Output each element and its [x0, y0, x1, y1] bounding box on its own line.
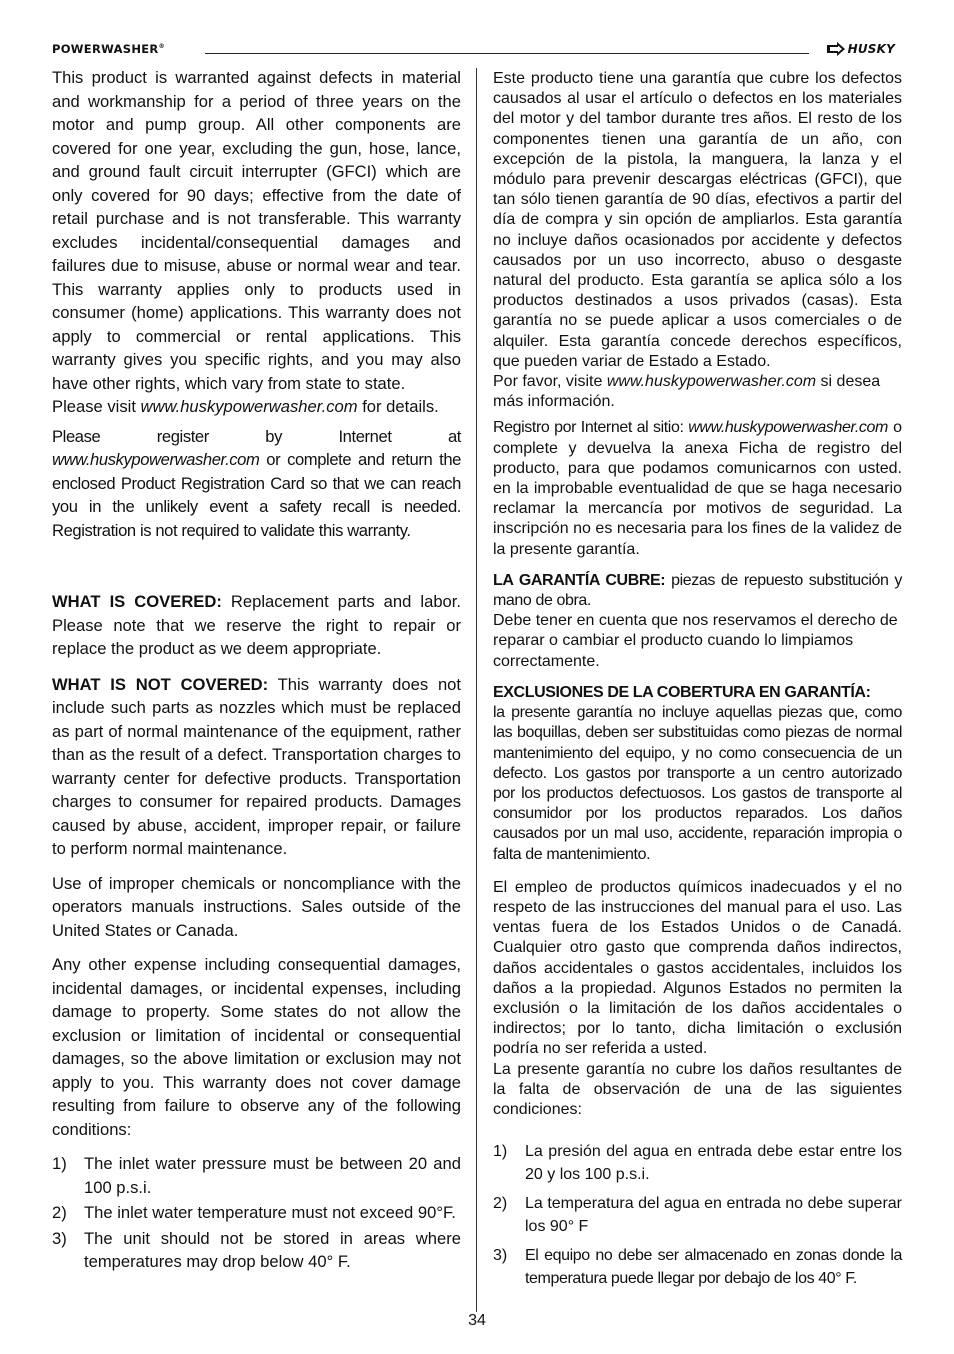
list-item: 2) La temperatura del agua en entrada no debe superar los 90° F: [493, 1195, 902, 1236]
visit-line: Please visit www.huskypowerwasher.com for details.: [52, 397, 439, 416]
husky-logo: HUSKY: [826, 40, 895, 58]
conditions-list: [52, 1152, 461, 1274]
page-number: 34: [468, 1312, 486, 1329]
conditions-list-es: [493, 1140, 902, 1290]
spanish-column: [493, 69, 902, 1290]
column-divider: [476, 68, 477, 1312]
other-expense-paragraph: Any other expense including consequential damages, incidental damages, or incidental expenses, including damage to property. Some states do not allow the exclusion or limitation of incidental or consequential damages, so the above limitation or exclusion may not apply to you. This warranty does not cover damage resulting from failure to observe any of the following conditions:: [52, 955, 461, 1139]
what-is-covered-es: LA GARANTÍA CUBRE: piezas de repuesto substitución y mano de obra.: [493, 571, 902, 610]
register-link-es[interactable]: www.huskypowerwasher.com: [688, 419, 888, 437]
register-paragraph: Please register by Internet at www.huskypowerwasher.com or complete and return the enclosed Product Registration Card so that we can reach you in the unlikely event a safety recall is needed. Registration is not required to validate this warranty.: [52, 426, 461, 540]
register-link[interactable]: www.huskypowerwasher.com: [52, 450, 260, 469]
website-link-es[interactable]: www.huskypowerwasher.com: [606, 373, 817, 391]
what-is-not-covered-es: EXCLUSIONES DE LA COBERTURA EN GARANTÍA: la presente garantía no incluye aquellas piezas que, como las boquillas, deben ser substituidas como piezas de normal mantenimiento del equipo, y no como consecuencia de un defecto. Los gastos por transporte a un centro autorizado por los productos defectuosos. Los gastos de transporte al consumidor por los productos reparados. Los daños causados por un mal uso, accidente, reparación impropia o falta de mantenimiento.: [493, 683, 902, 863]
visit-line-es: Por favor, visite www.huskypowerwasher.com si desea más información.: [493, 373, 881, 411]
not-covered-heading: WHAT IS NOT COVERED:: [52, 674, 269, 694]
header-rule: [205, 53, 809, 54]
not-covered-heading-es: EXCLUSIONES DE LA COBERTURA EN GARANTÍA:: [493, 683, 871, 701]
what-is-not-covered: WHAT IS NOT COVERED: This warranty does not include such parts as nozzles which must be replaced as part of normal maintenance of the equipment, rather than as the result of a defect. Transportation charges to warranty center for defective products. Transportation charges to consumer for repaired products. Damages caused by abuse, accident, improper repair, or failure to perform normal maintenance.: [52, 674, 462, 858]
list-item: 3) The unit should not be stored in areas where temperatures may drop below 40° F.: [52, 1228, 461, 1271]
list-item: 1) La presión del agua en entrada debe estar entre los 20 y los 100 p.s.i.: [493, 1143, 902, 1184]
covered-heading: WHAT IS COVERED:: [52, 592, 222, 611]
warranty-paragraph: This product is warranted against defects in material and workmanship for a period of three years on the motor and pump group. All other components are covered for one year, excluding the gun, hose, lance, and ground fault circuit interrupter (GFCI) which are only covered for 90 days; effective from the date of retail purchase and is not transferable. This warranty excludes incidental/consequential damages and failures due to misuse, abuse or normal wear and tear. This warranty applies only to products used in consumer (home) applications. This warranty does not apply to commercial or rental applications. This warranty gives you specific rights, and you may also have other rights, which vary from state to state.: [52, 68, 461, 393]
husky-arrow-icon: [826, 42, 846, 56]
website-link[interactable]: www.huskypowerwasher.com: [140, 397, 358, 416]
warranty-paragraph-es: Este producto tiene una garantía que cubre los defectos causados al usar el artículo o defectos en los materiales del motor y del tambor durante tres años. El resto de los componentes tienen una garantía de un año, con excepción de la pistola, la manguera, la lanza y el módulo para prevenir descargas eléctricas (GFCI), que tan sólo tienen garantía de 90 días, efectivos a partir del día de compra y sin opción de ampliarlos. Esta garantía no incluye daños ocasionados por accidente y defectos causados por un uso incorrecto, abuso o desgaste natural del producto. Esta garantía se aplica sólo a los productos destinados a usos privados (casas). Esta garantía no se puede aplicar a usos comerciales o de alquiler. Esta garantía concede derechos específicos, que pueden variar de Estado a Estado.: [493, 70, 902, 370]
page-header: [52, 40, 895, 60]
chemicals-paragraph-es: El empleo de productos químicos inadecuados y el no respeto de las instrucciones del manual para el uso. Las ventas fuera de los Estados Unidos o de Canadá. Cualquier otro gasto que comprenda daños indirectos, daños accidentales o gastos accidentales, incluidos los daños a la propiedad. Algunos Estados no permiten la exclusión o la limitación de los daños accidentales o indirectos; por lo tanto, dicha limitación o exclusión podría no ser referida a usted.: [493, 878, 902, 1058]
other-expense-paragraph-es: La presente garantía no cubre los daños resultantes de la falta de observación de una de las siguientes condiciones:: [493, 1060, 902, 1118]
chemicals-paragraph: Use of improper chemicals or noncompliance with the operators manuals instructions. Sales outside of the United States or Canada.: [52, 873, 461, 940]
register-paragraph-es: Registro por Internet al sitio: www.huskypowerwasher.com o complete y devuelva la anexa Ficha de registro del producto, para que podamos comunicarnos con usted. en la improbable eventualidad de que se haga necesario reclamar la mercancía por motivos de seguridad. La inscripción no es necesaria para los fines de la validez de la presente garantía.: [493, 419, 902, 558]
list-item: 2) The inlet water temperature must not exceed 90°F.: [52, 1203, 456, 1222]
brand-title: POWERWASHER®: [52, 42, 165, 56]
covered-heading-es: LA GARANTÍA CUBRE:: [493, 571, 666, 589]
what-is-covered: WHAT IS COVERED: Replacement parts and labor. Please note that we reserve the right to repair or replace the product as we deem appropriate.: [52, 592, 461, 658]
english-column: [52, 66, 461, 1274]
covered-note-es: Debe tener en cuenta que nos reservamos el derecho de reparar o cambiar el producto cuando lo limpiamos correctamente.: [493, 612, 898, 670]
list-item: 3) El equipo no debe ser almacenado en zonas donde la temperatura puede llegar por debajo de los 40° F.: [493, 1247, 902, 1288]
list-item: 1) The inlet water pressure must be between 20 and 100 p.s.i.: [52, 1154, 461, 1197]
